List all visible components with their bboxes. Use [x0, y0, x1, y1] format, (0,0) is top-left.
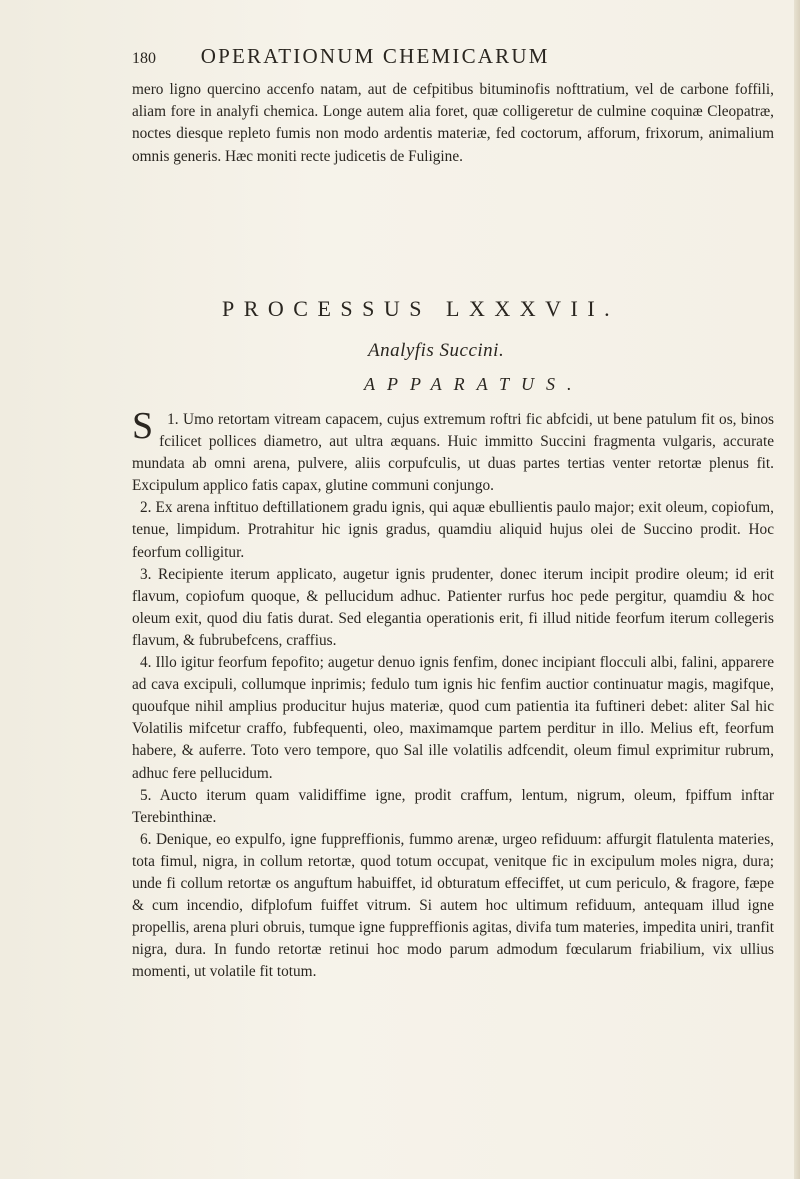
paragraph-1 [132, 405, 774, 497]
paragraph-6: 6. Denique, eo expulfo, igne fuppreffionis, fummo arenæ, urgeo refiduum: affurgit flatulenta materies, tota fimul, nigra, in collum retortæ, quod totum occupat, venitque fic in excipulum moles nigra, dura; unde fi collum retortæ os anguftum habuiffet, id obturatum effeciffet, ut cum periculo, & fragore, fæpe & cum incendio, difplofum fuiffet vitrum. Si autem hoc ultimum refiduum, antequam illud igne propellis, arena pluri obruis, tumque igne fuppreffionis agitas, divifa tum materies, impedita uniri, tranfit nigra, dura. In fundo retortæ retinui hoc modo parum admodum fœcularum friabilium, vix ullius momenti, ut volatile fit totum. [132, 830, 774, 981]
paragraph-5: 5. Aucto iterum quam validiffime igne, prodit craffum, lentum, nigrum, oleum, fpiffum inftar Terebinthinæ. [132, 786, 774, 826]
page-edge [794, 0, 800, 1179]
page-number: 180 [132, 50, 156, 67]
running-header [132, 44, 772, 69]
paragraph-text: Umo retortam vitream capacem, cujus extremum roftri fic abfcidi, ut bene patulum fit os, binos fcilicet pollices diametro, aut ultra æquans. Huic immitto Succini fragmenta vulgaris, accurate mundata ab omni arena, pulvere, aliis corpufculis, ut duas partes tertias venter retortæ plenus fit. Excipulum applico fatis capax, glutine communi conjungo. [132, 411, 774, 495]
processus-heading: PROCESSUS LXXXVII. [222, 296, 620, 321]
drop-cap: S [132, 405, 154, 447]
apparatus-heading: APPARATUS. [364, 374, 584, 394]
intro-paragraph: mero ligno quercino accenfo natam, aut de cefpitibus bituminofis nofttratium, vel de carbone foffili, aliam fore in analyfi chemica. Longe autem alia foret, quæ colligeretur de culmine coquinæ Cleopatræ, noctes diesque repleto fumis non modo ardentis materiæ, fed coctorum, afforum, frixorum, animalium omnis generis. Hæc moniti recte judicetis de Fuligine. [132, 81, 774, 165]
running-title: OPERATIONUM CHEMICARUM [200, 44, 550, 68]
paragraph-2: 2. Ex arena inftituo deftillationem gradu ignis, qui aquæ ebullientis paulo major; exit oleum, copiofum, tenue, limpidum. Protrahitur hic ignis gradus, quamdiu aliquid hujus olei de Succino prodit. Hoc feorfum colligitur. [132, 499, 774, 561]
paragraph-4: 4. Illo igitur feorfum fepofito; augetur denuo ignis fenfim, donec incipiant flocculi albi, falini, apparere ad cava excipuli, collumque inprimis; fedulo tum ignis hic fenfim auctior continuatur magis, magifque, quoufque nihil amplius producitur hujus materiæ, quod cum patientia ita fuftineri debet: aliter Sal hic Volatilis mifcetur craffo, fubfequenti, oleo, maximamque partem perditur in illo. Melius eft, feorfum habere, & auferre. Toto vero tempore, quo Sal ille volatilis adfcendit, oleum fimul exprimitur rubrum, adhuc fere pellucidum. [132, 654, 774, 782]
section-subtitle: Analyfis Succini. [368, 340, 505, 361]
paragraph-list [132, 405, 774, 983]
paragraph-number: 1. [167, 411, 179, 428]
paragraph-3: 3. Recipiente iterum applicato, augetur ignis prudenter, donec iterum incipit prodire oleum; id erit flavum, copiofum quoque, & pellucidum adhuc. Patienter rurfus hoc pede pergitur, quamdiu & hoc oleum exit, quod diu fatis durat. Sed elegantia operationis erit, fi illud nitide feorfum iterum collegeris flavum, & fubrubefcens, craffius. [132, 565, 774, 649]
